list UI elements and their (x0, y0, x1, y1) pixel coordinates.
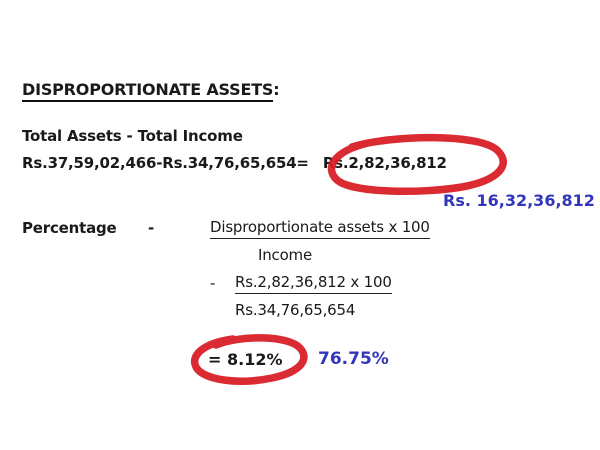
heading-colon: : (273, 80, 280, 99)
fraction-dash: - (210, 274, 216, 292)
percentage-result: = 8.12% (208, 350, 283, 369)
correction-percentage-value: 76.75% (318, 349, 389, 369)
percentage-dash: - (148, 219, 155, 237)
calculation-result: Rs.2,82,36,812 (322, 154, 447, 172)
value-denominator: Rs.34,76,65,654 (235, 301, 356, 319)
correction-total-value: Rs. 16,32,36,812 (443, 191, 595, 210)
formula-denominator: Income (258, 246, 312, 264)
formula-numerator: Disproportionate assets x 100 (210, 218, 430, 236)
value-numerator: Rs.2,82,36,812 x 100 (235, 273, 392, 291)
assets-income-label: Total Assets - Total Income (22, 127, 243, 145)
calculation-line (22, 154, 447, 172)
heading-text: DISPROPORTIONATE ASSETS (22, 80, 273, 102)
calculation-expression: Rs.37,59,02,466-Rs.34,76,65,654= (22, 154, 309, 172)
percentage-label: Percentage (22, 219, 117, 237)
page-title (22, 80, 279, 99)
